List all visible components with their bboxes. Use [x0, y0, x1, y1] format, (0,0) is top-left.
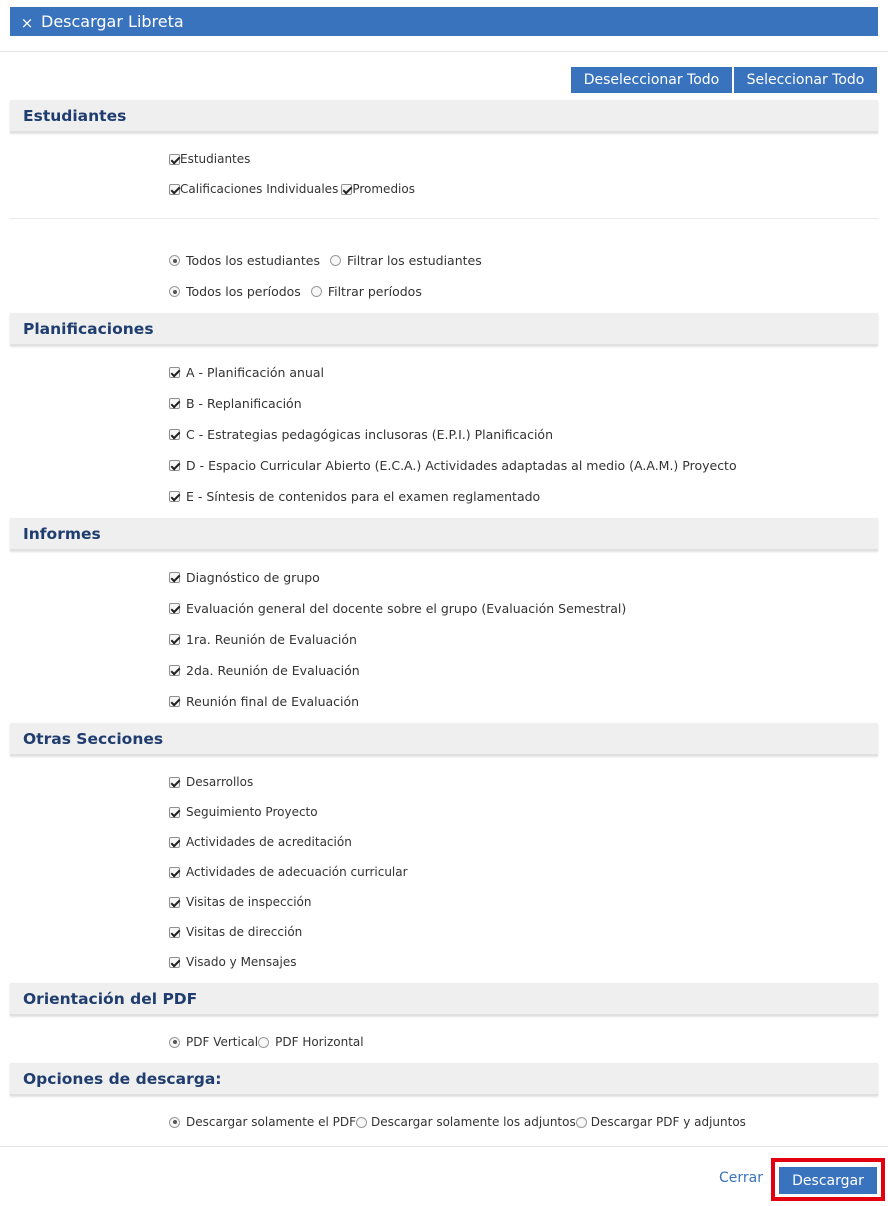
option-row [169, 570, 320, 585]
option-row [169, 427, 553, 442]
section-header-planificaciones [10, 313, 878, 346]
option-row [169, 895, 311, 909]
download-button[interactable]: Descargar [779, 1167, 877, 1194]
option-label: Visado y Mensajes [186, 955, 297, 969]
section-title: Estudiantes [23, 107, 127, 125]
option-label: PDF Vertical [186, 1035, 259, 1049]
desarrollos-checkbox[interactable] [169, 777, 180, 788]
section-header-descarga [10, 1063, 878, 1096]
option-label: Estudiantes [180, 152, 251, 166]
option-row [169, 253, 482, 268]
option-row [169, 396, 302, 411]
all-periods-radio[interactable] [169, 286, 180, 297]
option-label: Filtrar períodos [327, 284, 422, 299]
option-label: Reunión final de Evaluación [186, 694, 360, 709]
option-label: Todos los períodos [186, 284, 301, 299]
calificaciones-checkbox[interactable] [169, 184, 180, 195]
option-label: Descargar solamente el PDF [186, 1115, 357, 1129]
option-label: E - Síntesis de contenidos para el examen reglamentado [186, 489, 541, 504]
divider [0, 1146, 888, 1147]
seguimiento-proyecto-checkbox[interactable] [169, 807, 180, 818]
option-row [169, 835, 352, 849]
option-row [169, 865, 408, 879]
close-icon[interactable]: × [20, 13, 34, 32]
plan-d-checkbox[interactable] [169, 460, 180, 471]
option-row [169, 1115, 746, 1129]
option-label: Desarrollos [186, 775, 254, 789]
option-label: 1ra. Reunión de Evaluación [186, 632, 357, 647]
visitas-inspeccion-checkbox[interactable] [169, 897, 180, 908]
download-pdf-only-radio[interactable] [169, 1117, 180, 1128]
option-label: C - Estrategias pedagógicas inclusoras (E.P.I.) Planificación [186, 427, 553, 442]
pdf-horizontal-radio[interactable] [258, 1037, 269, 1048]
informe-reunion-1-checkbox[interactable] [169, 634, 180, 645]
download-attachments-only-radio[interactable] [356, 1117, 367, 1128]
option-label: Descargar solamente los adjuntos [371, 1115, 576, 1129]
adecuacion-curricular-checkbox[interactable] [169, 867, 180, 878]
option-row [169, 458, 737, 473]
dialog-titlebar [10, 7, 878, 36]
plan-b-checkbox[interactable] [169, 398, 180, 409]
option-row [169, 601, 626, 616]
option-row [169, 925, 302, 939]
download-pdf-and-attachments-radio[interactable] [576, 1117, 587, 1128]
filter-periods-radio[interactable] [311, 286, 322, 297]
option-label: Visitas de dirección [186, 925, 303, 939]
option-label: Calificaciones Individuales [180, 182, 339, 196]
plan-c-checkbox[interactable] [169, 429, 180, 440]
option-row [169, 663, 360, 678]
informe-reunion-2-checkbox[interactable] [169, 665, 180, 676]
select-all-button[interactable]: Seleccionar Todo [734, 67, 877, 93]
option-label: Seguimiento Proyecto [186, 805, 318, 819]
estudiantes-checkbox[interactable] [169, 154, 180, 165]
section-header-otras [10, 723, 878, 756]
selection-toolbar [571, 67, 877, 93]
option-label: B - Replanificación [186, 396, 302, 411]
option-label: Filtrar los estudiantes [346, 253, 482, 268]
section-title: Opciones de descarga: [23, 1070, 222, 1088]
all-students-radio[interactable] [169, 255, 180, 266]
option-row [169, 955, 297, 969]
option-row [169, 182, 415, 196]
section-title: Otras Secciones [23, 730, 164, 748]
option-label: Todos los estudiantes [186, 253, 320, 268]
option-row [169, 365, 324, 380]
promedios-checkbox[interactable] [341, 184, 352, 195]
section-title: Planificaciones [23, 320, 154, 338]
option-row [169, 694, 359, 709]
option-label: Promedios [352, 182, 415, 196]
option-row [169, 489, 540, 504]
section-header-estudiantes [10, 100, 878, 133]
option-row [169, 284, 422, 299]
dialog-title: Descargar Libreta [41, 12, 184, 31]
informe-reunion-final-checkbox[interactable] [169, 696, 180, 707]
option-label: Descargar PDF y adjuntos [590, 1115, 746, 1129]
acreditacion-checkbox[interactable] [169, 837, 180, 848]
filter-students-radio[interactable] [330, 255, 341, 266]
informe-diagnostico-checkbox[interactable] [169, 572, 180, 583]
divider [0, 51, 888, 52]
option-row [169, 152, 250, 166]
option-label: Actividades de adecuación curricular [186, 865, 408, 879]
divider [10, 218, 878, 219]
section-header-orientacion [10, 983, 878, 1016]
option-row [169, 775, 253, 789]
option-label: D - Espacio Curricular Abierto (E.C.A.) Actividades adaptadas al medio (A.A.M.) Proyecto [186, 458, 737, 473]
option-label: PDF Horizontal [275, 1035, 364, 1049]
section-title: Orientación del PDF [23, 990, 198, 1008]
option-row [169, 632, 357, 647]
option-label: Actividades de acreditación [186, 835, 352, 849]
informe-evaluacion-general-checkbox[interactable] [169, 603, 180, 614]
option-label: A - Planificación anual [186, 365, 325, 380]
section-title: Informes [23, 525, 101, 543]
option-label: Visitas de inspección [186, 895, 312, 909]
visado-mensajes-checkbox[interactable] [169, 957, 180, 968]
option-label: Evaluación general del docente sobre el grupo (Evaluación Semestral) [186, 601, 627, 616]
deselect-all-button[interactable]: Deseleccionar Todo [571, 67, 732, 93]
section-header-informes [10, 518, 878, 551]
plan-a-checkbox[interactable] [169, 367, 180, 378]
visitas-direccion-checkbox[interactable] [169, 927, 180, 938]
option-label: Diagnóstico de grupo [186, 570, 320, 585]
plan-e-checkbox[interactable] [169, 491, 180, 502]
option-label: 2da. Reunión de Evaluación [186, 663, 360, 678]
option-row [169, 805, 318, 819]
option-row [169, 1035, 364, 1049]
close-button[interactable]: Cerrar [719, 1170, 763, 1186]
download-button-highlight [771, 1158, 885, 1201]
pdf-vertical-radio[interactable] [169, 1037, 180, 1048]
